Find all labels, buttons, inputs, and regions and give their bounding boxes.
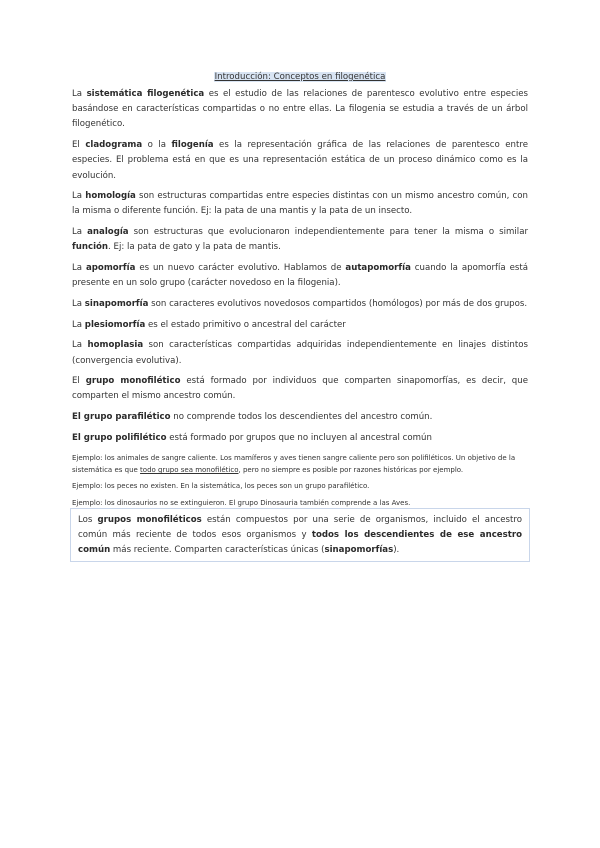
paragraph-cladograma: El cladograma o la filogenía es la representación gráfica de las relaciones de parentesco entre especies. El problema está en que es una representación estática de un proceso dinámico como es la evolución. — [72, 140, 528, 181]
definition-box — [70, 508, 530, 562]
paragraph-plesiomorfia: La plesiomorfía es el estado primitivo o ancestral del carácter — [72, 319, 346, 330]
paragraph-polifiletico: El grupo polifilético está formado por grupos que no incluyen al ancestral común — [72, 432, 432, 443]
paragraph-homologia: La homología son estructuras compartidas entre especies distintas con un mismo ancestro común, con la misma o diferente función. Ej: la pata de una mantis y la pata de un insecto. — [72, 191, 528, 217]
paragraph-apomorfia: La apomorfía es un nuevo carácter evolutivo. Hablamos de autapomorfía cuando la apomorfía está presente en un solo grupo (carácter novedoso en la filogenia). — [72, 263, 528, 289]
paragraph-sinapomorfia: La sinapomorfía son caracteres evolutivos novedosos compartidos (homólogos) por más de dos grupos. — [72, 298, 528, 309]
paragraph-parafiletico: El grupo parafilético no comprende todos los descendientes del ancestro común. — [72, 412, 433, 423]
paragraph-sistematica: La sistemática filogenética es el estudio de las relaciones de parentesco evolutivo entre especies basándose en características compartidas o no entre ellas. La filogenia se estudia a través de un árbol filogenético. — [72, 89, 528, 130]
paragraph-monofiletico: El grupo monofilético está formado por individuos que comparten sinapomorfías, es decir, que comparten el mismo ancestro común. — [72, 376, 528, 402]
example-peces: Ejemplo: los peces no existen. En la sistemática, los peces son un grupo parafilético. — [72, 482, 370, 491]
paragraph-homoplasia: La homoplasia son características compartidas adquiridas independientemente en linajes distintos (convergencia evolutiva). — [72, 340, 528, 366]
paragraph-analogia: La analogía son estructuras que evolucionaron independientemente para tener la misma o similar función. Ej: la pata de gato y la pata de mantis. — [72, 227, 528, 253]
example-sangre-caliente: Ejemplo: los animales de sangre caliente. Los mamíferos y aves tienen sangre caliente pero son polifiléticos. Un objetivo de la sistemática es que todo grupo sea monofilético, pero no siempre es posible por razones históricas por ejemplo. — [72, 453, 516, 475]
example-dinosaurios: Ejemplo: los dinosaurios no se extinguieron. El grupo Dinosauria también comprende a las Aves. — [72, 498, 411, 507]
document-title: Introducción: Conceptos en filogenética — [214, 72, 386, 82]
definition-text: Los grupos monofiléticos están compuestos por una serie de organismos, incluido el ancestro común más reciente de todos esos organismos y todos los descendientes de ese ancestro común más reciente. Comparten características únicas (sinapomorfías). — [78, 515, 522, 556]
document-body — [72, 87, 528, 513]
